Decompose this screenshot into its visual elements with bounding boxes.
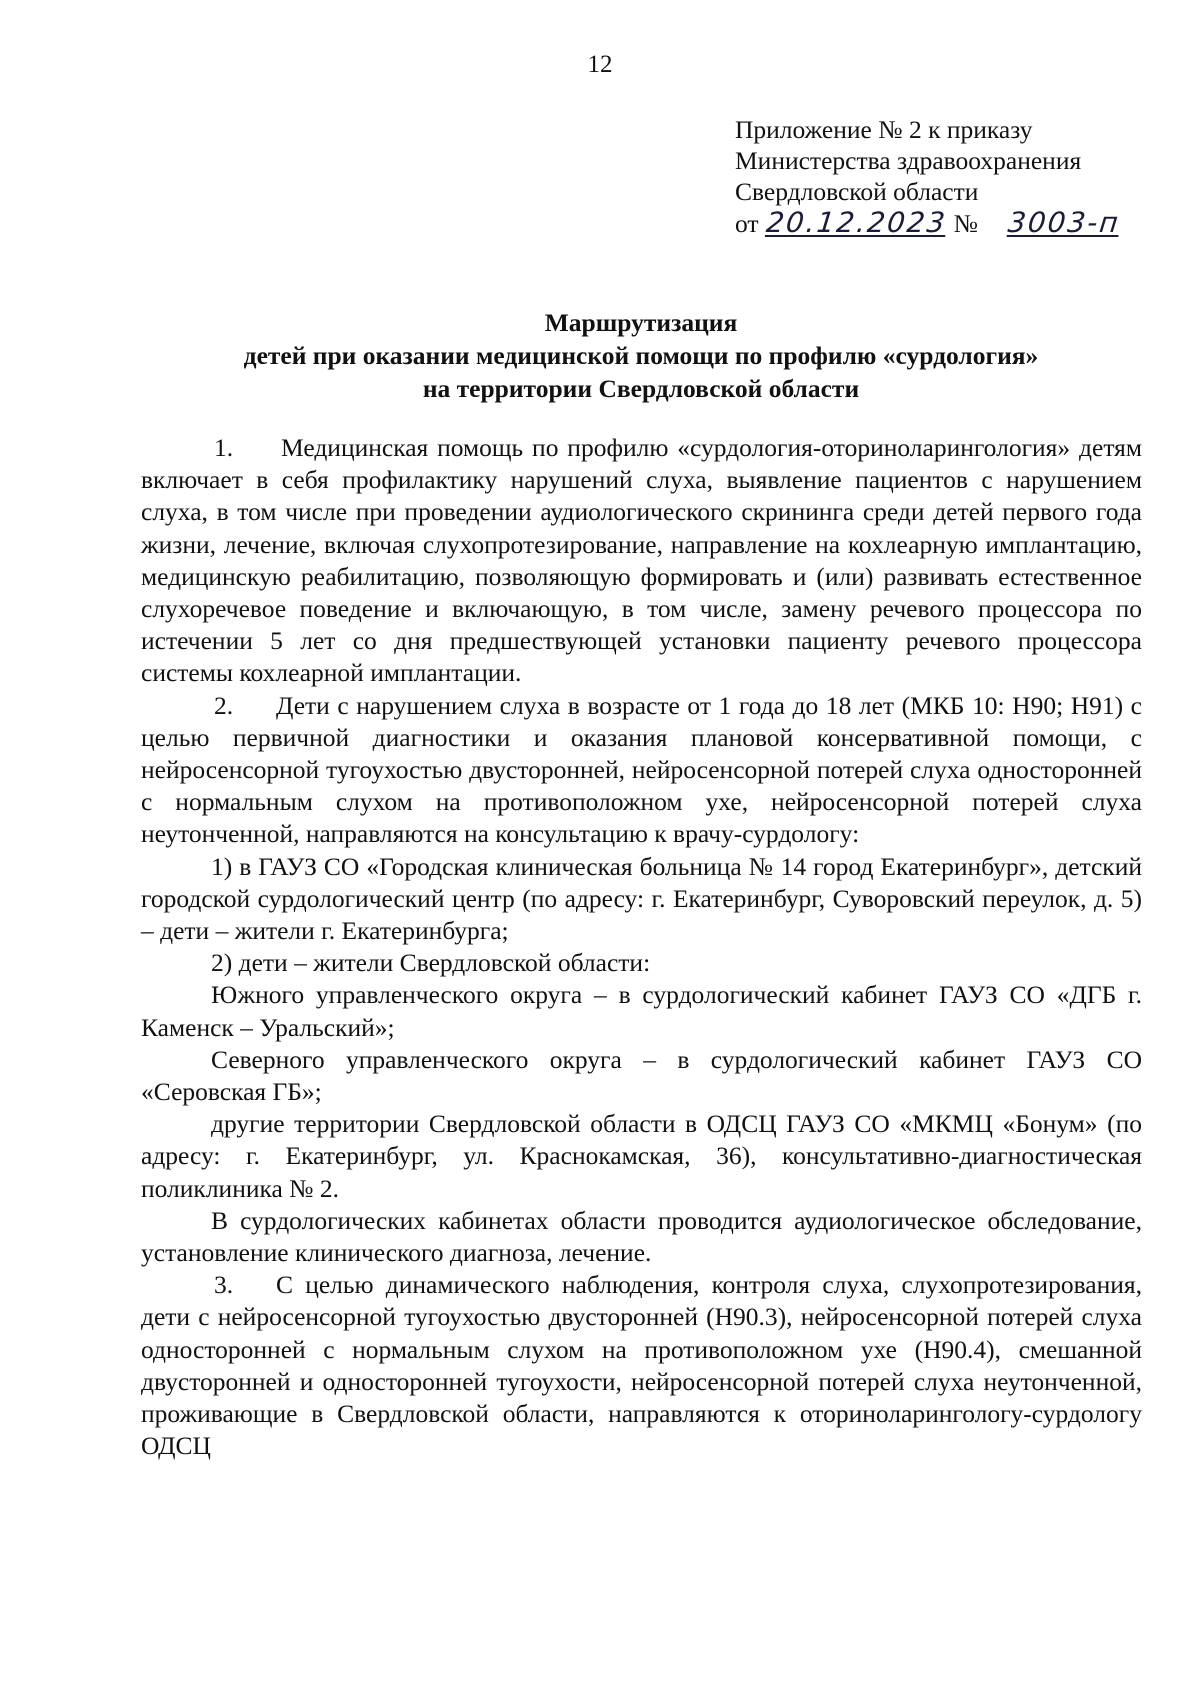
title-line-1: Маршрутизация <box>544 308 738 337</box>
paragraph-2-text: Дети с нарушением слуха в возрасте от 1 года до 18 лет (МКБ 10: H90; H91) с целью первичной диагностики и оказания плановой консервативной помощи, с нейросенсорной тугоухостью двусторонней, нейросенсорной потерей слуха односторонней с нормальным слухом на противоположном ухе, нейросенсорной потерей слуха неутонченной, направляются на консультацию к врачу-сурдологу: <box>141 690 1142 849</box>
paragraph-2-item-1: 1) в ГАУЗ СО «Городская клиническая больница № 14 город Екатеринбург», детский городской сурдологический центр (по адресу: г. Екатеринбург, Суворовский переулок, д. 5) – дети – жители г. Екатеринбурга; <box>141 851 1142 946</box>
paragraph-2 <box>141 690 1142 851</box>
appendix-header <box>735 114 1144 239</box>
paragraph-2-item-2c: другие территории Свердловской области в ОДСЦ ГАУЗ СО «МКМЦ «Бонум» (по адресу: г. Екатеринбург, ул. Краснокамская, 36), консультативно-диагностическая поликлиника № 2. <box>141 1109 1142 1203</box>
handwritten-date: 20.12.2023 <box>764 206 948 239</box>
document-title <box>140 306 1142 405</box>
paragraph-3-number: 3. <box>214 1270 234 1300</box>
paragraph-2-number: 2. <box>214 690 234 720</box>
paragraph-2-note: В сурдологических кабинетах области проводится аудиологическое обследование, установление клинического диагноза, лечение. <box>141 1205 1142 1268</box>
paragraph-3-text: С целью динамического наблюдения, контроля слуха, слухопротезирования, дети с нейросенсорной тугоухостью двусторонней (H90.3), нейросенсорной потерей слуха односторонней с нормальным слухом на противоположном ухе (H90.4), смешанной двусторонней и односторонней тугоухости, нейросенсорной потерей слуха неутонченной, проживающие в Свердловской области, направляются к оториноларингологу-сурдологу ОДСЦ <box>141 1270 1142 1461</box>
appendix-line-3: Свердловской области <box>735 177 979 206</box>
paragraph-1-text: Медицинская помощь по профилю «сурдология-оториноларингология» детям включает в себя профилактику нарушений слуха, выявление пациентов с нарушением слуха, в том числе при проведении аудиологического скрининга среди детей первого года жизни, лечение, включая слухопротезирование, направление на кохлеарную имплантацию, медицинскую реабилитацию, позволяющую формировать и (или) развивать естественное слухоречевое поведение и включающую, в том числе, замену речевого процессора по истечении 5 лет со дня предшествующей установки пациенту речевого процессора системы кохлеарной имплантации. <box>141 433 1142 688</box>
paragraph-2-item-2: 2) дети – жители Свердловской области: <box>211 948 651 978</box>
paragraph-1-number: 1. <box>214 433 234 462</box>
number-sign: № <box>953 209 978 238</box>
document-body <box>141 432 1142 1463</box>
paragraph-2-item-2b: Северного управленческого округа – в сурдологический кабинет ГАУЗ СО «Серовская ГБ»; <box>141 1044 1142 1107</box>
appendix-date-line <box>735 207 1144 239</box>
appendix-line-1: Приложение № 2 к приказу <box>735 115 1033 144</box>
title-line-3: на территории Свердловской области <box>422 374 860 403</box>
paragraph-1 <box>141 432 1142 690</box>
handwritten-order-number: 3003-п <box>1006 206 1122 239</box>
appendix-line-2: Министерства здравоохранения <box>735 146 1082 175</box>
title-line-2: детей при оказании медицинской помощи по профилю «сурдология» <box>243 341 1039 370</box>
paragraph-3 <box>141 1269 1142 1462</box>
date-prefix: от <box>735 209 759 238</box>
paragraph-2-item-2a: Южного управленческого округа – в сурдологический кабинет ГАУЗ СО «ДГБ г. Каменск – Уральский»; <box>141 980 1142 1042</box>
page-number: 12 <box>587 51 613 78</box>
